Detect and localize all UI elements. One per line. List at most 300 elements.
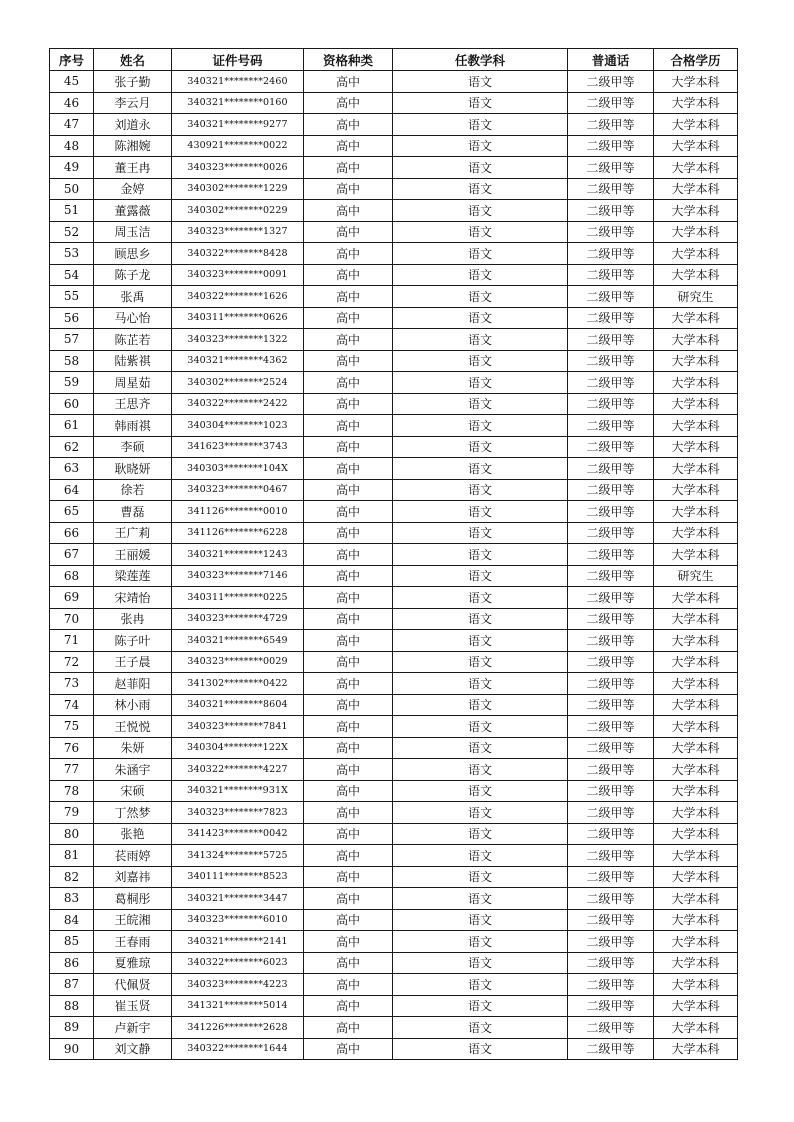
cell-subject: 语文 (393, 888, 568, 910)
cell-id-number: 340304********1023 (172, 415, 304, 437)
table-row (50, 329, 738, 351)
cell-id-number: 341126********0010 (172, 501, 304, 523)
col-header-subject: 任教学科 (393, 49, 568, 71)
cell-subject: 语文 (393, 221, 568, 243)
cell-name: 周玉洁 (94, 221, 172, 243)
cell-subject: 语文 (393, 694, 568, 716)
cell-qualification-type: 高中 (304, 587, 393, 609)
cell-qualification-type: 高中 (304, 780, 393, 802)
cell-name: 徐若 (94, 479, 172, 501)
cell-education: 大学本科 (654, 888, 738, 910)
cell-serial: 79 (50, 802, 94, 824)
cell-education: 大学本科 (654, 1038, 738, 1060)
cell-mandarin-level: 二级甲等 (568, 286, 654, 308)
cell-education: 大学本科 (654, 673, 738, 695)
cell-name: 刘嘉祎 (94, 866, 172, 888)
cell-mandarin-level: 二级甲等 (568, 479, 654, 501)
cell-serial: 64 (50, 479, 94, 501)
cell-serial: 65 (50, 501, 94, 523)
cell-serial: 63 (50, 458, 94, 480)
cell-mandarin-level: 二级甲等 (568, 608, 654, 630)
cell-qualification-type: 高中 (304, 737, 393, 759)
table-row (50, 759, 738, 781)
cell-id-number: 340323********1322 (172, 329, 304, 351)
cell-subject: 语文 (393, 737, 568, 759)
cell-id-number: 341302********0422 (172, 673, 304, 695)
cell-id-number: 340323********6010 (172, 909, 304, 931)
cell-name: 宋硕 (94, 780, 172, 802)
table-row (50, 716, 738, 738)
cell-education: 大学本科 (654, 845, 738, 867)
cell-subject: 语文 (393, 458, 568, 480)
cell-education: 大学本科 (654, 135, 738, 157)
cell-serial: 56 (50, 307, 94, 329)
cell-name: 李云月 (94, 92, 172, 114)
cell-subject: 语文 (393, 565, 568, 587)
cell-id-number: 340323********4223 (172, 974, 304, 996)
cell-qualification-type: 高中 (304, 630, 393, 652)
cell-mandarin-level: 二级甲等 (568, 264, 654, 286)
cell-subject: 语文 (393, 544, 568, 566)
cell-serial: 46 (50, 92, 94, 114)
cell-name: 李硕 (94, 436, 172, 458)
cell-subject: 语文 (393, 393, 568, 415)
cell-mandarin-level: 二级甲等 (568, 436, 654, 458)
table-row (50, 221, 738, 243)
cell-subject: 语文 (393, 608, 568, 630)
cell-mandarin-level: 二级甲等 (568, 845, 654, 867)
table-row (50, 737, 738, 759)
table-row (50, 92, 738, 114)
cell-education: 大学本科 (654, 544, 738, 566)
cell-id-number: 340323********7823 (172, 802, 304, 824)
table-row (50, 264, 738, 286)
cell-id-number: 340321********1243 (172, 544, 304, 566)
cell-name: 陆紫祺 (94, 350, 172, 372)
cell-id-number: 340321********4362 (172, 350, 304, 372)
cell-serial: 86 (50, 952, 94, 974)
cell-mandarin-level: 二级甲等 (568, 909, 654, 931)
cell-name: 丁然梦 (94, 802, 172, 824)
cell-qualification-type: 高中 (304, 931, 393, 953)
cell-serial: 66 (50, 522, 94, 544)
cell-name: 陈子叶 (94, 630, 172, 652)
cell-serial: 47 (50, 114, 94, 136)
cell-serial: 61 (50, 415, 94, 437)
table-row (50, 694, 738, 716)
cell-mandarin-level: 二级甲等 (568, 802, 654, 824)
table-body (50, 71, 738, 1060)
cell-name: 张禹 (94, 286, 172, 308)
cell-mandarin-level: 二级甲等 (568, 307, 654, 329)
cell-subject: 语文 (393, 350, 568, 372)
cell-qualification-type: 高中 (304, 1038, 393, 1060)
cell-education: 大学本科 (654, 479, 738, 501)
cell-education: 大学本科 (654, 436, 738, 458)
table-row (50, 522, 738, 544)
cell-mandarin-level: 二级甲等 (568, 157, 654, 179)
table-row (50, 608, 738, 630)
cell-id-number: 340323********0029 (172, 651, 304, 673)
cell-name: 苌雨婷 (94, 845, 172, 867)
cell-serial: 45 (50, 71, 94, 93)
cell-education: 大学本科 (654, 501, 738, 523)
cell-id-number: 340323********7146 (172, 565, 304, 587)
table-row (50, 415, 738, 437)
cell-serial: 77 (50, 759, 94, 781)
cell-mandarin-level: 二级甲等 (568, 673, 654, 695)
cell-name: 曹磊 (94, 501, 172, 523)
cell-id-number: 340302********1229 (172, 178, 304, 200)
col-header-qualification-type: 资格种类 (304, 49, 393, 71)
cell-qualification-type: 高中 (304, 608, 393, 630)
cell-name: 韩雨祺 (94, 415, 172, 437)
cell-education: 大学本科 (654, 995, 738, 1017)
cell-education: 大学本科 (654, 178, 738, 200)
cell-name: 张子勤 (94, 71, 172, 93)
cell-education: 大学本科 (654, 909, 738, 931)
cell-mandarin-level: 二级甲等 (568, 415, 654, 437)
cell-qualification-type: 高中 (304, 866, 393, 888)
cell-id-number: 340321********8604 (172, 694, 304, 716)
cell-serial: 58 (50, 350, 94, 372)
cell-qualification-type: 高中 (304, 565, 393, 587)
cell-serial: 74 (50, 694, 94, 716)
cell-mandarin-level: 二级甲等 (568, 200, 654, 222)
cell-serial: 72 (50, 651, 94, 673)
table-row (50, 888, 738, 910)
table-row (50, 845, 738, 867)
cell-id-number: 340323********0091 (172, 264, 304, 286)
cell-qualification-type: 高中 (304, 479, 393, 501)
cell-mandarin-level: 二级甲等 (568, 716, 654, 738)
cell-subject: 语文 (393, 178, 568, 200)
cell-serial: 68 (50, 565, 94, 587)
cell-qualification-type: 高中 (304, 135, 393, 157)
col-header-name: 姓名 (94, 49, 172, 71)
cell-name: 王皖湘 (94, 909, 172, 931)
cell-qualification-type: 高中 (304, 952, 393, 974)
cell-subject: 语文 (393, 651, 568, 673)
table-row (50, 565, 738, 587)
cell-name: 陈子龙 (94, 264, 172, 286)
cell-subject: 语文 (393, 587, 568, 609)
cell-education: 研究生 (654, 286, 738, 308)
cell-id-number: 340323********0467 (172, 479, 304, 501)
cell-education: 大学本科 (654, 372, 738, 394)
cell-serial: 81 (50, 845, 94, 867)
cell-serial: 89 (50, 1017, 94, 1039)
cell-subject: 语文 (393, 479, 568, 501)
cell-subject: 语文 (393, 630, 568, 652)
cell-education: 大学本科 (654, 522, 738, 544)
cell-name: 梁莲莲 (94, 565, 172, 587)
cell-mandarin-level: 二级甲等 (568, 243, 654, 265)
cell-subject: 语文 (393, 845, 568, 867)
cell-mandarin-level: 二级甲等 (568, 974, 654, 996)
cell-education: 大学本科 (654, 716, 738, 738)
cell-mandarin-level: 二级甲等 (568, 329, 654, 351)
cell-id-number: 340322********1626 (172, 286, 304, 308)
cell-mandarin-level: 二级甲等 (568, 587, 654, 609)
cell-qualification-type: 高中 (304, 759, 393, 781)
cell-subject: 语文 (393, 673, 568, 695)
cell-qualification-type: 高中 (304, 329, 393, 351)
cell-education: 大学本科 (654, 415, 738, 437)
table-row (50, 780, 738, 802)
cell-serial: 80 (50, 823, 94, 845)
cell-id-number: 340321********3447 (172, 888, 304, 910)
cell-mandarin-level: 二级甲等 (568, 952, 654, 974)
cell-id-number: 340322********8428 (172, 243, 304, 265)
table-row (50, 802, 738, 824)
cell-id-number: 340111********8523 (172, 866, 304, 888)
cell-id-number: 340311********0626 (172, 307, 304, 329)
cell-id-number: 340321********931X (172, 780, 304, 802)
table-row (50, 200, 738, 222)
cell-mandarin-level: 二级甲等 (568, 221, 654, 243)
cell-id-number: 340321********0160 (172, 92, 304, 114)
cell-mandarin-level: 二级甲等 (568, 178, 654, 200)
cell-name: 林小雨 (94, 694, 172, 716)
cell-qualification-type: 高中 (304, 995, 393, 1017)
cell-qualification-type: 高中 (304, 436, 393, 458)
cell-name: 王悦悦 (94, 716, 172, 738)
cell-subject: 语文 (393, 780, 568, 802)
cell-subject: 语文 (393, 92, 568, 114)
cell-name: 张冉 (94, 608, 172, 630)
cell-serial: 84 (50, 909, 94, 931)
cell-education: 大学本科 (654, 866, 738, 888)
cell-serial: 54 (50, 264, 94, 286)
cell-serial: 59 (50, 372, 94, 394)
cell-name: 陈芷若 (94, 329, 172, 351)
col-header-mandarin-level: 普通话 (568, 49, 654, 71)
cell-id-number: 340304********122X (172, 737, 304, 759)
table-row (50, 178, 738, 200)
table-row (50, 630, 738, 652)
cell-subject: 语文 (393, 802, 568, 824)
cell-name: 宋靖怡 (94, 587, 172, 609)
cell-mandarin-level: 二级甲等 (568, 630, 654, 652)
cell-qualification-type: 高中 (304, 909, 393, 931)
cell-mandarin-level: 二级甲等 (568, 350, 654, 372)
cell-subject: 语文 (393, 372, 568, 394)
cell-mandarin-level: 二级甲等 (568, 71, 654, 93)
cell-serial: 55 (50, 286, 94, 308)
cell-mandarin-level: 二级甲等 (568, 694, 654, 716)
cell-id-number: 430921********0022 (172, 135, 304, 157)
cell-mandarin-level: 二级甲等 (568, 458, 654, 480)
cell-qualification-type: 高中 (304, 286, 393, 308)
cell-name: 周星茹 (94, 372, 172, 394)
cell-name: 王思齐 (94, 393, 172, 415)
cell-mandarin-level: 二级甲等 (568, 114, 654, 136)
cell-education: 大学本科 (654, 71, 738, 93)
cell-education: 大学本科 (654, 759, 738, 781)
cell-mandarin-level: 二级甲等 (568, 759, 654, 781)
cell-serial: 70 (50, 608, 94, 630)
cell-qualification-type: 高中 (304, 92, 393, 114)
table-row (50, 1038, 738, 1060)
table-row (50, 307, 738, 329)
cell-mandarin-level: 二级甲等 (568, 995, 654, 1017)
cell-name: 赵菲阳 (94, 673, 172, 695)
cell-name: 刘文静 (94, 1038, 172, 1060)
cell-education: 大学本科 (654, 92, 738, 114)
cell-qualification-type: 高中 (304, 157, 393, 179)
cell-subject: 语文 (393, 974, 568, 996)
cell-qualification-type: 高中 (304, 522, 393, 544)
cell-name: 王春雨 (94, 931, 172, 953)
cell-name: 金婷 (94, 178, 172, 200)
cell-mandarin-level: 二级甲等 (568, 135, 654, 157)
cell-serial: 52 (50, 221, 94, 243)
cell-qualification-type: 高中 (304, 823, 393, 845)
cell-name: 耿晓妍 (94, 458, 172, 480)
cell-serial: 51 (50, 200, 94, 222)
table-row (50, 458, 738, 480)
cell-education: 大学本科 (654, 737, 738, 759)
cell-name: 王丽媛 (94, 544, 172, 566)
cell-id-number: 341126********6228 (172, 522, 304, 544)
cell-subject: 语文 (393, 759, 568, 781)
cell-qualification-type: 高中 (304, 393, 393, 415)
cell-mandarin-level: 二级甲等 (568, 1038, 654, 1060)
cell-subject: 语文 (393, 329, 568, 351)
cell-serial: 73 (50, 673, 94, 695)
cell-id-number: 341226********2628 (172, 1017, 304, 1039)
cell-name: 刘道永 (94, 114, 172, 136)
cell-serial: 67 (50, 544, 94, 566)
table-row (50, 157, 738, 179)
cell-id-number: 340322********2422 (172, 393, 304, 415)
table-row (50, 995, 738, 1017)
cell-serial: 71 (50, 630, 94, 652)
cell-qualification-type: 高中 (304, 264, 393, 286)
cell-name: 卢新宇 (94, 1017, 172, 1039)
cell-qualification-type: 高中 (304, 350, 393, 372)
cell-serial: 87 (50, 974, 94, 996)
table-row (50, 673, 738, 695)
cell-mandarin-level: 二级甲等 (568, 823, 654, 845)
cell-serial: 50 (50, 178, 94, 200)
cell-name: 董露薇 (94, 200, 172, 222)
cell-education: 大学本科 (654, 307, 738, 329)
table-row (50, 350, 738, 372)
cell-education: 大学本科 (654, 780, 738, 802)
table-row (50, 587, 738, 609)
cell-mandarin-level: 二级甲等 (568, 501, 654, 523)
cell-education: 大学本科 (654, 350, 738, 372)
cell-qualification-type: 高中 (304, 974, 393, 996)
cell-subject: 语文 (393, 243, 568, 265)
cell-qualification-type: 高中 (304, 200, 393, 222)
cell-mandarin-level: 二级甲等 (568, 92, 654, 114)
cell-serial: 90 (50, 1038, 94, 1060)
cell-serial: 88 (50, 995, 94, 1017)
cell-mandarin-level: 二级甲等 (568, 1017, 654, 1039)
cell-qualification-type: 高中 (304, 673, 393, 695)
cell-education: 大学本科 (654, 329, 738, 351)
cell-name: 夏雅琼 (94, 952, 172, 974)
cell-serial: 78 (50, 780, 94, 802)
cell-serial: 83 (50, 888, 94, 910)
cell-subject: 语文 (393, 995, 568, 1017)
cell-qualification-type: 高中 (304, 651, 393, 673)
cell-serial: 60 (50, 393, 94, 415)
cell-id-number: 340321********9277 (172, 114, 304, 136)
cell-mandarin-level: 二级甲等 (568, 372, 654, 394)
col-header-id-number: 证件号码 (172, 49, 304, 71)
cell-id-number: 340323********0026 (172, 157, 304, 179)
cell-qualification-type: 高中 (304, 114, 393, 136)
cell-education: 大学本科 (654, 630, 738, 652)
cell-education: 大学本科 (654, 458, 738, 480)
cell-id-number: 340302********2524 (172, 372, 304, 394)
cell-mandarin-level: 二级甲等 (568, 393, 654, 415)
cell-qualification-type: 高中 (304, 1017, 393, 1039)
cell-qualification-type: 高中 (304, 544, 393, 566)
table-row (50, 436, 738, 458)
cell-subject: 语文 (393, 1038, 568, 1060)
cell-serial: 69 (50, 587, 94, 609)
cell-serial: 53 (50, 243, 94, 265)
cell-subject: 语文 (393, 866, 568, 888)
cell-subject: 语文 (393, 501, 568, 523)
cell-id-number: 340321********6549 (172, 630, 304, 652)
cell-education: 大学本科 (654, 694, 738, 716)
cell-qualification-type: 高中 (304, 372, 393, 394)
cell-subject: 语文 (393, 952, 568, 974)
cell-id-number: 340311********0225 (172, 587, 304, 609)
table-row (50, 909, 738, 931)
cell-qualification-type: 高中 (304, 888, 393, 910)
table-row (50, 952, 738, 974)
cell-serial: 75 (50, 716, 94, 738)
table-row (50, 866, 738, 888)
cell-name: 陈湘婉 (94, 135, 172, 157)
table-row (50, 1017, 738, 1039)
cell-name: 王广莉 (94, 522, 172, 544)
table-row (50, 544, 738, 566)
cell-id-number: 340322********4227 (172, 759, 304, 781)
cell-subject: 语文 (393, 157, 568, 179)
cell-serial: 49 (50, 157, 94, 179)
cell-id-number: 340323********1327 (172, 221, 304, 243)
table-row (50, 135, 738, 157)
table-row (50, 114, 738, 136)
cell-serial: 76 (50, 737, 94, 759)
cell-education: 大学本科 (654, 802, 738, 824)
cell-serial: 62 (50, 436, 94, 458)
cell-education: 大学本科 (654, 221, 738, 243)
table-row (50, 393, 738, 415)
cell-subject: 语文 (393, 1017, 568, 1039)
cell-name: 王子晨 (94, 651, 172, 673)
cell-education: 大学本科 (654, 823, 738, 845)
cell-name: 葛桐彤 (94, 888, 172, 910)
cell-education: 大学本科 (654, 114, 738, 136)
cell-serial: 48 (50, 135, 94, 157)
cell-education: 大学本科 (654, 952, 738, 974)
cell-education: 大学本科 (654, 931, 738, 953)
cell-qualification-type: 高中 (304, 71, 393, 93)
cell-education: 大学本科 (654, 393, 738, 415)
cell-education: 大学本科 (654, 651, 738, 673)
cell-qualification-type: 高中 (304, 415, 393, 437)
table-row (50, 651, 738, 673)
